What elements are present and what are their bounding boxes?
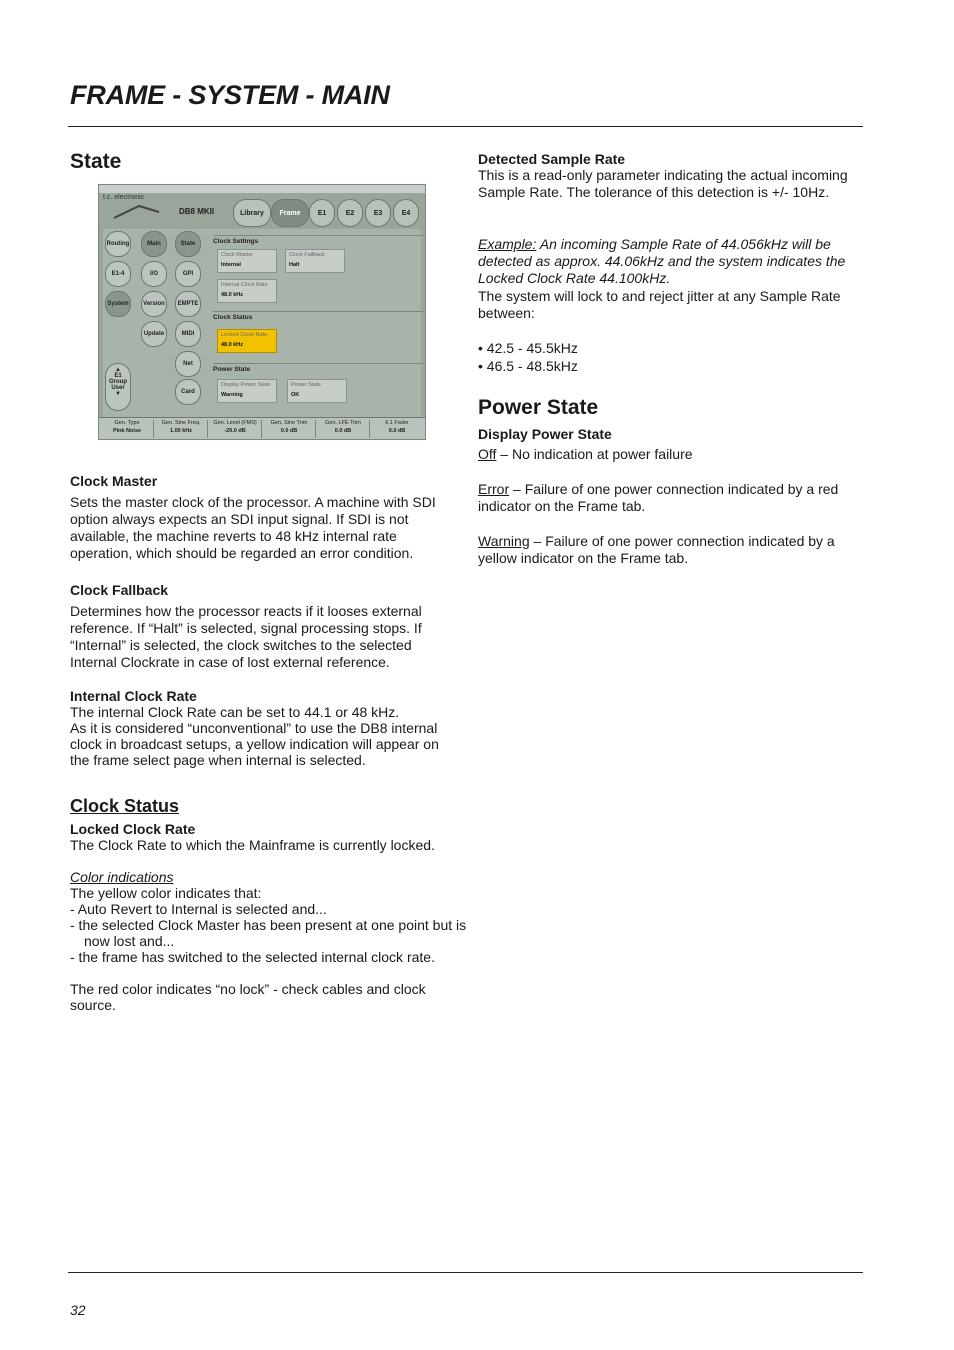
param-label: Gen. Sine Trim (270, 420, 308, 426)
tab-e1[interactable]: E1 (309, 199, 335, 227)
internal-rate-field[interactable] (217, 279, 277, 303)
clock-master-title: Clock Master (70, 473, 158, 489)
field-label: Display Power State (221, 382, 271, 388)
param-value: 0.0 dB (280, 428, 298, 434)
off-label: Off (478, 446, 497, 462)
param-cell[interactable] (101, 420, 154, 438)
param-label: 6.1 Fader (385, 420, 409, 426)
scroll-down-icon[interactable]: ▼ (115, 391, 121, 397)
warning-paragraph (478, 533, 863, 567)
red-color-text: The red color indicates “no lock” - check cables and clock source. (70, 981, 426, 1013)
bullet-item-1: • 42.5 - 45.5kHz (478, 340, 578, 356)
power-state-heading: Power State (478, 396, 599, 419)
power-state-field (287, 379, 347, 403)
dash-item-3: - the frame has switched to the selected internal clock rate. (70, 949, 435, 965)
locked-clock-rate-text: The Clock Rate to which the Mainframe is currently locked. (70, 837, 435, 853)
clock-master-text: Sets the master clock of the processor. A machine with SDI option always expects an SDI input signal. If SDI is not available, the machine reverts to 48 kHz internal rate operation, which should be regarded an error condition. (70, 494, 436, 561)
locked-clock-rate-title: Locked Clock Rate (70, 821, 196, 837)
field-label: Power State (291, 382, 321, 388)
gpi-button[interactable]: GPI (175, 261, 201, 287)
tc-logo (103, 194, 173, 224)
lock-range-text: The system will lock to and reject jitter at any Sample Rate between: (478, 288, 841, 321)
error-text: – Failure of one power connection indicated by a red indicator on the Frame tab. (478, 481, 839, 514)
field-label: Clock Fallback (289, 252, 325, 258)
state-button[interactable]: State (175, 231, 201, 257)
field-value: Halt (289, 262, 300, 268)
field-value: Internal (221, 262, 241, 268)
param-value: 0.0 dB (388, 428, 406, 434)
tab-e4[interactable]: E4 (393, 199, 419, 227)
warning-text: – Failure of one power connection indicated by a yellow indicator on the Frame tab. (478, 533, 835, 566)
error-label: Error (478, 481, 510, 497)
example-text: An incoming Sample Rate of 44.056kHz will be detected as approx. 44.06kHz and the system indicates the Locked Clock Rate 44.100kHz. (478, 236, 846, 286)
param-cell[interactable] (371, 420, 423, 438)
screenshot-panel (103, 229, 421, 417)
dash-item-2: - the selected Clock Master has been present at one point but is now lost and... (70, 917, 467, 949)
param-value: -20.0 dB (224, 428, 246, 434)
internal-clock-rate-text1: The internal Clock Rate can be set to 44.1 or 48 kHz. (70, 704, 400, 720)
version-button[interactable]: Version (141, 291, 167, 317)
clock-master-field[interactable] (217, 249, 277, 273)
off-paragraph (478, 446, 863, 463)
clock-fallback-field[interactable] (285, 249, 345, 273)
tab-e2[interactable]: E2 (337, 199, 363, 227)
display-power-field[interactable] (217, 379, 277, 403)
routing-button[interactable]: Routing (105, 231, 131, 257)
field-value: Warning (221, 392, 243, 398)
field-label: Locked Clock Rate (221, 332, 268, 338)
param-cell[interactable] (263, 420, 316, 438)
midi-button[interactable]: MIDI (175, 321, 201, 347)
page-number: 32 (70, 1302, 86, 1318)
param-cell[interactable] (317, 420, 370, 438)
empte-button[interactable]: EMPTE (175, 291, 201, 317)
group-scroll-control[interactable] (105, 363, 131, 411)
io-button[interactable]: I/O (141, 261, 167, 287)
logo-mark-icon (109, 202, 169, 222)
field-label: Clock Master (221, 252, 254, 258)
net-button[interactable]: Net (175, 351, 201, 377)
field-label: Internal Clock Rate (221, 282, 268, 288)
tab-frame[interactable]: Frame (271, 199, 309, 227)
ui-screenshot (98, 184, 426, 440)
yellow-intro-text: The yellow color indicates that: (70, 885, 262, 901)
main-button[interactable]: Main (141, 231, 167, 257)
clock-fallback-text: Determines how the processor reacts if it looses external reference. If “Halt” is selected, signal processing stops. If “Internal” is selected, the clock switches to the selected Internal Clockrate in case of lost external reference. (70, 603, 422, 670)
scroll-line1: E1 (114, 373, 122, 379)
bullet-item-2: • 46.5 - 48.5kHz (478, 358, 578, 374)
scroll-line2: Group (109, 379, 127, 385)
error-paragraph (478, 481, 863, 515)
card-button[interactable]: Card (175, 379, 201, 405)
state-heading: State (70, 150, 122, 173)
update-button[interactable]: Update (141, 321, 167, 347)
e1-4-button[interactable]: E1-4 (105, 261, 131, 287)
example-paragraph (478, 236, 863, 287)
clock-fallback-title: Clock Fallback (70, 582, 169, 598)
param-label: Gen. Sine Freq. (161, 420, 201, 426)
example-label: Example: (478, 236, 537, 252)
section-power-state: Power State (213, 363, 423, 373)
clock-status-heading: Clock Status (70, 796, 180, 816)
field-value: 48.0 kHz (221, 342, 244, 348)
param-value: Pink Noise (112, 428, 142, 434)
device-name: DB8 MKII (179, 207, 215, 216)
param-cell[interactable] (155, 420, 208, 438)
page-title: FRAME - SYSTEM - MAIN (70, 80, 390, 110)
scroll-line3: User (111, 385, 125, 391)
tab-e3[interactable]: E3 (365, 199, 391, 227)
section-clock-status: Clock Status (213, 311, 423, 321)
header-rule (68, 126, 863, 127)
param-cell[interactable] (209, 420, 262, 438)
system-button[interactable]: System (105, 291, 131, 317)
warning-label: Warning (478, 533, 530, 549)
locked-rate-field (217, 329, 277, 353)
color-indications-label: Color indications (70, 869, 174, 885)
field-value: OK (291, 392, 300, 398)
internal-clock-rate-text2: As it is considered “unconventional” to use the DB8 internal clock in broadcast setups, a yellow indication will appear on the frame select page when internal is selected. (70, 720, 439, 768)
tab-library[interactable]: Library (233, 199, 271, 227)
section-clock-settings: Clock Settings (213, 235, 423, 245)
param-label: Gen. Level (FMS) (213, 420, 257, 426)
detected-sample-rate-title: Detected Sample Rate (478, 151, 626, 167)
param-value: 1.00 kHz (169, 428, 192, 434)
logo-text: t.c. electronic (103, 194, 145, 201)
param-value: 0.0 dB (334, 428, 352, 434)
internal-clock-rate-title: Internal Clock Rate (70, 688, 197, 704)
field-value: 48.0 kHz (221, 292, 244, 298)
parameter-bar (99, 417, 425, 440)
scroll-up-icon[interactable]: ▲ (115, 367, 121, 373)
display-power-state-title: Display Power State (478, 426, 612, 442)
screenshot-topbar (99, 185, 425, 193)
detected-sample-rate-text: This is a read-only parameter indicating the actual incoming Sample Rate. The tolerance of this detection is +/- 10Hz. (478, 167, 848, 200)
off-text: – No indication at power failure (496, 446, 693, 462)
dash-item-1: - Auto Revert to Internal is selected and... (70, 901, 327, 917)
footer-rule (68, 1272, 863, 1273)
param-label: Gen. LFE Trim (325, 420, 361, 426)
param-label: Gen. Type (114, 420, 140, 426)
